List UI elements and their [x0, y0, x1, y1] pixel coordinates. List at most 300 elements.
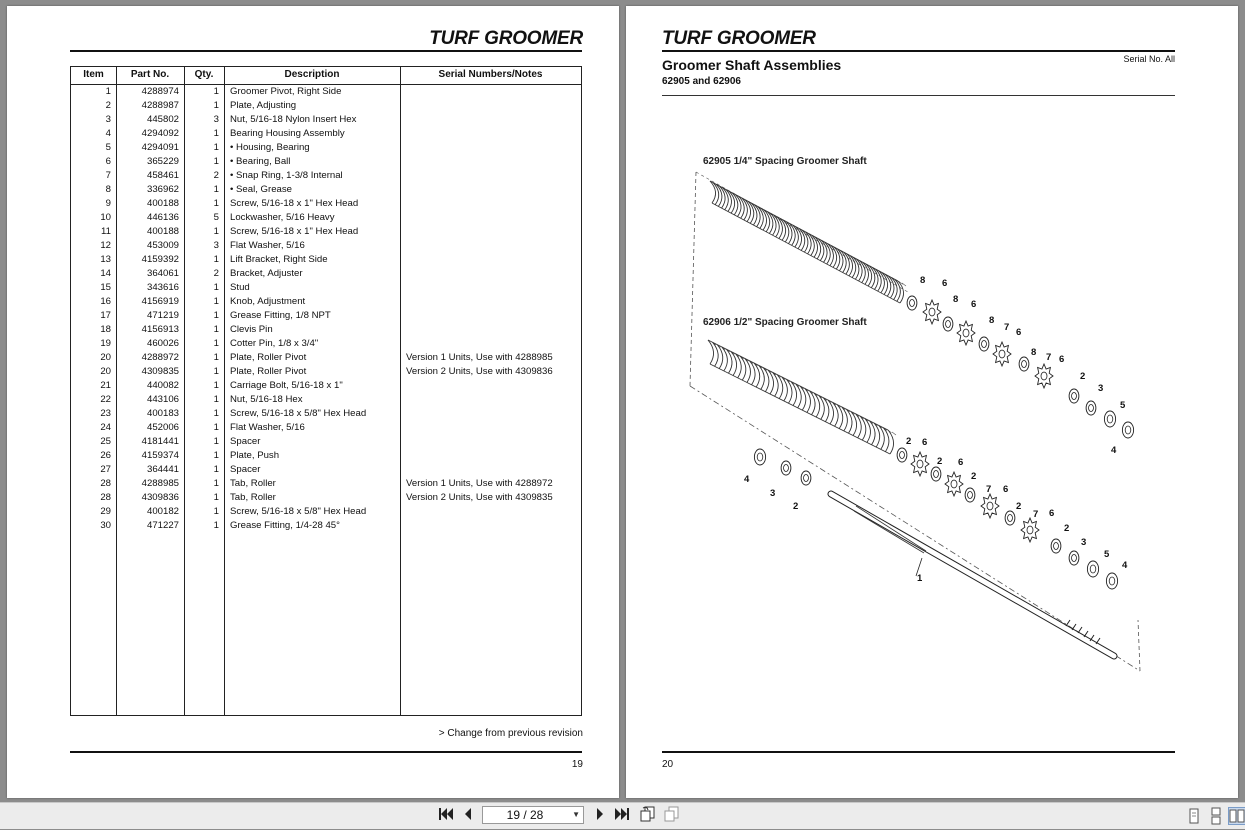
washer-hole	[982, 341, 987, 348]
washer-hole	[804, 475, 809, 482]
part-number: 336962	[146, 184, 179, 195]
table-row	[71, 407, 581, 421]
section-title: Groomer Shaft Assemblies	[662, 57, 842, 73]
page-number: 19	[571, 759, 583, 770]
notes	[406, 141, 581, 155]
item-number: 8	[105, 184, 111, 195]
quantity: 1	[213, 436, 219, 447]
table-row	[71, 267, 581, 281]
brand-title: TURF GROOMER	[662, 28, 816, 49]
part-number: 400188	[146, 198, 179, 209]
description: Stud	[230, 282, 250, 293]
table-row	[71, 491, 581, 505]
callout-number: 5	[1104, 549, 1110, 560]
quantity: 1	[213, 198, 219, 209]
quantity: 1	[213, 422, 219, 433]
table-row	[71, 379, 581, 393]
quantity: 1	[213, 324, 219, 335]
description: Flat Washer, 5/16	[230, 240, 305, 251]
quantity: 1	[213, 184, 219, 195]
brush-edge	[712, 203, 900, 303]
callout-number: 5	[1120, 400, 1126, 411]
washer-hole	[1089, 405, 1094, 412]
item-number: 18	[100, 324, 111, 335]
item-number: 16	[100, 296, 111, 307]
item-number: 10	[100, 212, 111, 223]
washer-hole	[757, 453, 763, 461]
footer-rule	[662, 751, 1175, 753]
callout-number: 3	[1081, 537, 1087, 548]
header-rule	[70, 50, 582, 52]
quantity: 1	[213, 86, 219, 97]
header-notes: Serial Numbers/Notes	[438, 69, 543, 80]
right-page	[626, 6, 1238, 798]
quantity: 1	[213, 296, 219, 307]
model-numbers: 62905 and 62906	[662, 76, 741, 87]
description: Plate, Push	[230, 450, 280, 461]
table-row	[71, 127, 581, 141]
callout-number: 4	[1111, 445, 1117, 456]
serial-numbers: Serial No. All	[1123, 54, 1175, 64]
notes	[406, 323, 581, 337]
notes	[406, 393, 581, 407]
notes: Version 2 Units, Use with 4309836	[406, 366, 553, 377]
header-qty: Qty.	[194, 69, 214, 80]
description: Flat Washer, 5/16	[230, 422, 305, 433]
table-row	[71, 225, 581, 239]
notes: Version 1 Units, Use with 4288972	[406, 478, 553, 489]
diagram-label-top: 62905 1/4" Spacing Groomer Shaft	[703, 156, 867, 167]
next-page-icon[interactable]	[590, 806, 610, 826]
callout-number: 6	[1003, 484, 1009, 495]
description: Tab, Roller	[230, 492, 276, 503]
spacer-hole	[1041, 372, 1047, 380]
description: • Bearing, Ball	[230, 156, 291, 167]
description: Clevis Pin	[230, 324, 273, 335]
page-indicator: 19 / 28	[506, 808, 544, 822]
callout-number: 3	[770, 488, 776, 499]
spacer-hole	[963, 329, 969, 337]
quantity: 1	[213, 408, 219, 419]
quantity: 3	[213, 114, 219, 125]
shaft	[831, 494, 1114, 656]
quantity: 1	[213, 282, 219, 293]
table-header	[71, 67, 581, 85]
left-page	[7, 6, 619, 798]
description: Carriage Bolt, 5/16-18 x 1"	[230, 380, 343, 391]
washer-hole	[900, 452, 905, 459]
rotate-page-icon[interactable]	[638, 806, 658, 826]
spacer-hole	[1027, 526, 1033, 534]
table-row	[71, 113, 581, 127]
item-number: 20	[100, 366, 111, 377]
washer-hole	[1008, 515, 1013, 522]
notes	[406, 449, 581, 463]
quantity: 1	[213, 464, 219, 475]
quantity: 1	[213, 352, 219, 363]
description: • Seal, Grease	[230, 184, 293, 195]
notes	[406, 463, 581, 477]
item-number: 7	[105, 170, 111, 181]
notes	[406, 113, 581, 127]
exploded-parts-left	[754, 449, 811, 485]
description: Cotter Pin, 1/8 x 3/4"	[230, 338, 319, 349]
footnote: > Change from previous revision	[438, 728, 583, 739]
quantity: 1	[213, 478, 219, 489]
notes	[406, 407, 581, 421]
washer-hole	[1072, 555, 1077, 562]
washer-hole	[1022, 361, 1027, 368]
parts-table	[70, 66, 582, 716]
part-number: 4159374	[141, 450, 179, 461]
item-number: 13	[100, 254, 111, 265]
part-number: 458461	[146, 170, 179, 181]
description: Screw, 5/16-18 x 5/8" Hex Head	[230, 506, 367, 517]
callout-number: 4	[1122, 560, 1128, 571]
table-row	[71, 281, 581, 295]
description: Bearing Housing Assembly	[230, 128, 345, 139]
notes	[406, 183, 581, 197]
quantity: 1	[213, 450, 219, 461]
brush-tine	[892, 432, 896, 435]
item-number: 3	[105, 114, 111, 125]
table-row	[71, 351, 581, 365]
table-row	[71, 253, 581, 267]
part-number: 440082	[146, 380, 179, 391]
callout-labels	[744, 275, 1128, 584]
quantity: 1	[213, 142, 219, 153]
part-number: 452006	[146, 422, 179, 433]
table-row	[71, 155, 581, 169]
washer-hole	[1090, 565, 1096, 573]
description: Plate, Adjusting	[230, 100, 297, 111]
quantity: 1	[213, 156, 219, 167]
table-row	[71, 505, 581, 519]
item-number: 21	[100, 380, 111, 391]
quantity: 1	[213, 380, 219, 391]
quantity: 1	[213, 366, 219, 377]
part-number: 4156913	[141, 324, 179, 335]
callout-number: 1	[917, 573, 923, 584]
brush-tine	[708, 340, 714, 364]
item-number: 4	[105, 128, 111, 139]
page-selector[interactable]	[482, 806, 584, 824]
item-number: 28	[100, 478, 111, 489]
notes	[406, 267, 581, 281]
notes: Version 2 Units, Use with 4309835	[406, 492, 553, 503]
quantity: 5	[213, 212, 219, 223]
groomer-brush-top	[710, 181, 906, 303]
page-number: 20	[662, 759, 674, 770]
notes	[406, 85, 581, 99]
callout-number: 6	[1059, 354, 1065, 365]
viewer-toolbar	[0, 802, 1245, 829]
item-number: 15	[100, 282, 111, 293]
item-number: 12	[100, 240, 111, 251]
quantity: 2	[213, 268, 219, 279]
callout-number: 2	[906, 436, 912, 447]
table-row	[71, 309, 581, 323]
table-row	[71, 393, 581, 407]
callout-number: 7	[986, 484, 992, 495]
part-number: 4294091	[141, 142, 179, 153]
quantity: 1	[213, 226, 219, 237]
part-number: 4294092	[141, 128, 179, 139]
part-number: 4288974	[141, 86, 179, 97]
washer-hole	[968, 492, 973, 499]
table-row	[71, 239, 581, 253]
part-number: 364441	[146, 464, 179, 475]
notes	[406, 505, 581, 519]
table-row	[71, 295, 581, 309]
notes	[406, 225, 581, 239]
two-page-view-icon[interactable]	[1228, 807, 1245, 825]
part-number: 471219	[146, 310, 179, 321]
callout-number: 2	[971, 471, 977, 482]
description: Nut, 5/16-18 Nylon Insert Hex	[230, 114, 357, 125]
part-number: 4309836	[141, 492, 179, 503]
quantity: 1	[213, 506, 219, 517]
item-number: 27	[100, 464, 111, 475]
callout-number: 4	[744, 474, 750, 485]
table-row	[71, 211, 581, 225]
part-number: 443106	[146, 394, 179, 405]
notes	[406, 281, 581, 295]
callout-number: 7	[1033, 509, 1039, 520]
callout-number: 2	[793, 501, 799, 512]
continuous-view-icon[interactable]	[1207, 807, 1225, 825]
table-row	[71, 463, 581, 477]
callout-number: 2	[1080, 371, 1086, 382]
notes	[406, 127, 581, 141]
notes	[406, 239, 581, 253]
part-number: 343616	[146, 282, 179, 293]
notes	[406, 197, 581, 211]
single-page-view-icon[interactable]	[1185, 807, 1203, 825]
part-number: 4309835	[141, 366, 179, 377]
item-number: 1	[105, 86, 111, 97]
quantity: 3	[213, 240, 219, 251]
item-number: 28	[100, 492, 111, 503]
notes	[406, 211, 581, 225]
description: Screw, 5/16-18 x 1" Hex Head	[230, 198, 359, 209]
table-row	[71, 85, 581, 99]
part-number: 400188	[146, 226, 179, 237]
notes	[406, 379, 581, 393]
item-number: 17	[100, 310, 111, 321]
item-number: 11	[101, 226, 111, 237]
description: • Housing, Bearing	[230, 142, 310, 153]
table-row	[71, 141, 581, 155]
part-number: 446136	[146, 212, 179, 223]
notes	[406, 309, 581, 323]
quantity: 1	[213, 128, 219, 139]
part-number: 445802	[146, 114, 179, 125]
table-row	[71, 323, 581, 337]
quantity: 1	[213, 254, 219, 265]
part-number: 4288987	[141, 100, 179, 111]
part-number: 4159392	[141, 254, 179, 265]
quantity: 1	[213, 492, 219, 503]
description: Tab, Roller	[230, 478, 276, 489]
washer-hole	[946, 321, 951, 328]
groomer-brush-bottom	[708, 340, 896, 454]
notes	[406, 519, 581, 533]
previous-page-icon[interactable]	[458, 806, 478, 826]
description: Grease Fitting, 1/8 NPT	[230, 310, 331, 321]
table-row	[71, 519, 581, 533]
first-page-icon[interactable]	[436, 806, 456, 826]
item-number: 26	[100, 450, 111, 461]
description: Groomer Pivot, Right Side	[230, 86, 342, 97]
description: Bracket, Adjuster	[230, 268, 303, 279]
callout-number: 6	[922, 437, 928, 448]
callout-number: 6	[971, 299, 977, 310]
washer-hole	[1072, 393, 1077, 400]
callout-number: 6	[942, 278, 948, 289]
table-row	[71, 183, 581, 197]
notes	[406, 337, 581, 351]
table-row	[71, 197, 581, 211]
description: Grease Fitting, 1/4-28 45°	[230, 520, 340, 531]
part-number: 400182	[146, 506, 179, 517]
quantity: 1	[213, 338, 219, 349]
part-number: 364061	[146, 268, 179, 279]
washer-hole	[1125, 426, 1131, 434]
notes	[406, 155, 581, 169]
part-number: 4181441	[141, 436, 179, 447]
exploded-parts-top	[907, 296, 1134, 438]
callout-number: 6	[958, 457, 964, 468]
part-number: 400183	[146, 408, 179, 419]
callout-number: 6	[1049, 508, 1055, 519]
description: • Snap Ring, 1-3/8 Internal	[230, 170, 343, 181]
chevron-down-icon: ▼	[572, 810, 580, 819]
notes	[406, 295, 581, 309]
quantity: 2	[213, 170, 219, 181]
washer-hole	[1107, 415, 1113, 423]
callout-number: 6	[1016, 327, 1022, 338]
description: Screw, 5/16-18 x 5/8" Hex Head	[230, 408, 367, 419]
spacer-hole	[951, 480, 957, 488]
description: Plate, Roller Pivot	[230, 352, 307, 363]
spacer-hole	[999, 350, 1005, 358]
exploded-parts-diagram	[626, 6, 1238, 706]
spacer-hole	[987, 502, 993, 510]
description: Lift Bracket, Right Side	[230, 254, 328, 265]
header-part-no: Part No.	[130, 69, 170, 80]
table-row	[71, 169, 581, 183]
copy-page-icon[interactable]	[662, 806, 682, 826]
callout-number: 8	[920, 275, 926, 286]
description: Plate, Roller Pivot	[230, 366, 307, 377]
header-item: Item	[83, 69, 104, 80]
description: Nut, 5/16-18 Hex	[230, 394, 303, 405]
table-row	[71, 365, 581, 379]
callout-number: 8	[1031, 347, 1037, 358]
quantity: 1	[213, 394, 219, 405]
quantity: 1	[213, 310, 219, 321]
brush-edge	[710, 364, 890, 454]
washer-hole	[1054, 543, 1059, 550]
part-number: 4288985	[141, 478, 179, 489]
part-number: 4288972	[141, 352, 179, 363]
notes: Version 1 Units, Use with 4288985	[406, 352, 553, 363]
notes	[406, 169, 581, 183]
part-number: 453009	[146, 240, 179, 251]
quantity: 1	[213, 520, 219, 531]
notes	[406, 435, 581, 449]
description: Screw, 5/16-18 x 1" Hex Head	[230, 226, 359, 237]
item-number: 20	[100, 352, 111, 363]
item-number: 22	[100, 394, 111, 405]
item-number: 24	[100, 422, 111, 433]
item-number: 19	[100, 338, 111, 349]
item-number: 5	[105, 142, 111, 153]
diagram-label-bottom: 62906 1/2" Spacing Groomer Shaft	[703, 317, 867, 328]
washer-hole	[1109, 577, 1115, 585]
callout-number: 7	[1046, 352, 1052, 363]
callout-number: 2	[937, 456, 943, 467]
part-number: 4156919	[141, 296, 179, 307]
description: Knob, Adjustment	[230, 296, 306, 307]
callout-number: 3	[1098, 383, 1104, 394]
washer-hole	[910, 300, 915, 307]
notes	[406, 99, 581, 113]
description: Spacer	[230, 436, 261, 447]
item-number: 14	[100, 268, 111, 279]
table-row	[71, 421, 581, 435]
brush-edge	[710, 181, 898, 281]
header-description: Description	[284, 69, 340, 80]
spacer-hole	[917, 460, 923, 468]
notes	[406, 421, 581, 435]
last-page-icon[interactable]	[612, 806, 632, 826]
callout-number: 2	[1016, 501, 1022, 512]
table-row	[71, 477, 581, 491]
callout-number: 8	[989, 315, 995, 326]
washer-hole	[784, 465, 789, 472]
part-number: 471227	[146, 520, 179, 531]
item-number: 2	[105, 100, 111, 111]
description: Lockwasher, 5/16 Heavy	[230, 212, 335, 223]
part-number: 460026	[146, 338, 179, 349]
notes	[406, 253, 581, 267]
quantity: 1	[213, 100, 219, 111]
item-number: 30	[100, 520, 111, 531]
item-number: 6	[105, 156, 111, 167]
item-number: 29	[100, 506, 111, 517]
washer-hole	[934, 471, 939, 478]
footer-rule	[70, 751, 582, 753]
brush-edge	[708, 340, 888, 430]
table-row	[71, 99, 581, 113]
spacer-hole	[929, 308, 935, 316]
callout-number: 2	[1064, 523, 1070, 534]
description: Spacer	[230, 464, 261, 475]
callout-number: 7	[1004, 322, 1010, 333]
item-number: 23	[100, 408, 111, 419]
callout-number: 8	[953, 294, 959, 305]
part-number: 365229	[146, 156, 179, 167]
table-row	[71, 449, 581, 463]
exploded-parts-bottom	[897, 448, 1118, 589]
item-number: 9	[105, 198, 111, 209]
brand-title: TURF GROOMER	[429, 28, 583, 49]
item-number: 25	[100, 436, 111, 447]
table-row	[71, 435, 581, 449]
table-row	[71, 337, 581, 351]
